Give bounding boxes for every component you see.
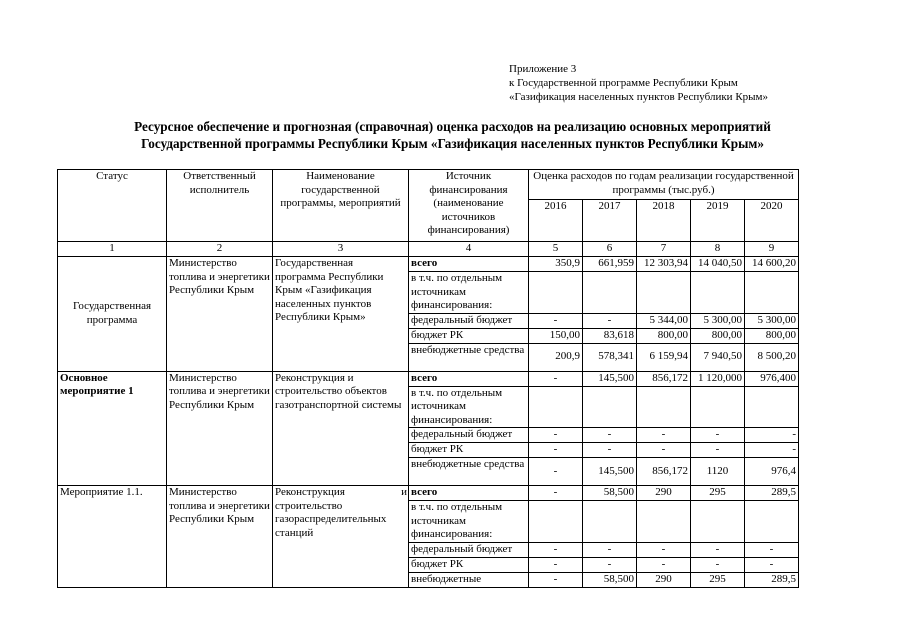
value-cell: - [637, 428, 691, 443]
value-cell: - [745, 428, 799, 443]
value-cell [745, 501, 799, 543]
header-estimate: Оценка расходов по годам реализации государственной программы (тыс.руб.) [529, 170, 799, 200]
table-row [58, 257, 799, 272]
status-cell: Основное мероприятие 1 [58, 371, 167, 486]
value-cell [691, 272, 745, 314]
value-cell: 83,618 [583, 328, 637, 343]
value-cell: 150,00 [529, 328, 583, 343]
header-status: Статус [58, 170, 167, 242]
value-cell: - [583, 542, 637, 557]
value-cell: 856,172 [637, 371, 691, 386]
source-cell: в т.ч. по отдельным источникам финансирования: [409, 386, 529, 428]
value-cell: 1120 [691, 458, 745, 486]
column-number: 5 [529, 242, 583, 257]
value-cell: - [691, 542, 745, 557]
appendix-line-1: Приложение 3 [509, 63, 577, 75]
title-line-1: Ресурсное обеспечение и прогнозная (справочная) оценка расходов на реализацию основных мероприятий [134, 119, 771, 134]
value-cell: - [529, 557, 583, 572]
document-title [40, 118, 865, 152]
value-cell: 145,500 [583, 371, 637, 386]
value-cell [691, 501, 745, 543]
column-number: 9 [745, 242, 799, 257]
header-year: 2016 [529, 200, 583, 242]
source-cell: федеральный бюджет [409, 313, 529, 328]
appendix-note [509, 62, 768, 104]
header-year: 2017 [583, 200, 637, 242]
value-cell [529, 386, 583, 428]
value-cell: - [529, 458, 583, 486]
section-main-activity-1 [58, 371, 799, 486]
section-state-program [58, 257, 799, 372]
value-cell: - [583, 428, 637, 443]
value-cell: 976,400 [745, 371, 799, 386]
value-cell: 6 159,94 [637, 343, 691, 371]
value-cell: 661,959 [583, 257, 637, 272]
value-cell: 295 [691, 486, 745, 501]
value-cell: 8 500,20 [745, 343, 799, 371]
appendix-line-2: к Государственной программе Республики Крым [509, 77, 738, 89]
executor-cell: Министерство топлива и энергетики Республики Крым [167, 371, 273, 486]
value-cell: 290 [637, 486, 691, 501]
value-cell: - [583, 313, 637, 328]
column-number: 7 [637, 242, 691, 257]
source-cell: федеральный бюджет [409, 428, 529, 443]
value-cell: 290 [637, 572, 691, 587]
value-cell: - [691, 428, 745, 443]
source-cell: всего [409, 371, 529, 386]
source-cell: внебюджетные средства [409, 458, 529, 486]
source-cell: внебюджетные [409, 572, 529, 587]
program-name-cell: Реконструкция и строительство объектов газотранспортной системы [273, 371, 409, 486]
value-cell [529, 272, 583, 314]
value-cell: 1 120,000 [691, 371, 745, 386]
source-cell: всего [409, 257, 529, 272]
value-cell [583, 501, 637, 543]
column-number: 8 [691, 242, 745, 257]
value-cell: 856,172 [637, 458, 691, 486]
value-cell: 800,00 [745, 328, 799, 343]
column-number: 2 [167, 242, 273, 257]
value-cell [637, 501, 691, 543]
source-cell: всего [409, 486, 529, 501]
executor-cell: Министерство топлива и энергетики Республики Крым [167, 257, 273, 372]
appendix-line-3: «Газификация населенных пунктов Республики Крым» [509, 91, 769, 103]
status-cell: Государственная программа [58, 257, 167, 372]
executor-cell: Министерство топлива и энергетики Республики Крым [167, 486, 273, 588]
value-cell: 145,500 [583, 458, 637, 486]
value-cell: 295 [691, 572, 745, 587]
value-cell: 14 600,20 [745, 257, 799, 272]
source-cell: в т.ч. по отдельным источникам финансирования: [409, 501, 529, 543]
column-number: 4 [409, 242, 529, 257]
value-cell: 289,5 [745, 572, 799, 587]
source-cell: бюджет РК [409, 557, 529, 572]
value-cell [745, 386, 799, 428]
value-cell: 58,500 [583, 486, 637, 501]
title-line-2: Государственной программы Республики Крым «Газификация населенных пунктов Республики Крым» [141, 136, 764, 151]
header-program-name: Наименование государственной программы, мероприятий [273, 170, 409, 242]
source-cell: федеральный бюджет [409, 542, 529, 557]
resource-table [57, 169, 799, 588]
value-cell: - [691, 443, 745, 458]
status-cell: Мероприятие 1.1. [58, 486, 167, 588]
program-name-text: Реконструкция строительство газораспределительных станций [275, 486, 387, 539]
value-cell [637, 272, 691, 314]
value-cell [637, 386, 691, 428]
value-cell: 5 344,00 [637, 313, 691, 328]
program-name-suffix: и [401, 486, 407, 498]
value-cell: - [745, 557, 799, 572]
source-cell: бюджет РК [409, 328, 529, 343]
value-cell [583, 386, 637, 428]
column-number: 1 [58, 242, 167, 257]
value-cell: 5 300,00 [691, 313, 745, 328]
header-year: 2018 [637, 200, 691, 242]
column-numbers-row [58, 242, 799, 257]
value-cell: 578,341 [583, 343, 637, 371]
value-cell: 14 040,50 [691, 257, 745, 272]
value-cell: 976,4 [745, 458, 799, 486]
table-row [58, 486, 799, 501]
header-year: 2020 [745, 200, 799, 242]
table-header [58, 170, 799, 257]
value-cell: - [529, 371, 583, 386]
section-activity-1-1 [58, 486, 799, 588]
value-cell: - [745, 542, 799, 557]
source-cell: бюджет РК [409, 443, 529, 458]
value-cell: - [583, 443, 637, 458]
program-name-cell [273, 486, 409, 588]
value-cell: - [529, 486, 583, 501]
value-cell [529, 501, 583, 543]
value-cell: - [529, 313, 583, 328]
value-cell: - [745, 443, 799, 458]
value-cell: - [529, 572, 583, 587]
table-row [58, 371, 799, 386]
column-number: 3 [273, 242, 409, 257]
value-cell: 58,500 [583, 572, 637, 587]
header-source: Источник финансирования (наименование источников финансирования) [409, 170, 529, 242]
source-cell: в т.ч. по отдельным источникам финансирования: [409, 272, 529, 314]
value-cell: 5 300,00 [745, 313, 799, 328]
value-cell [583, 272, 637, 314]
value-cell: - [529, 443, 583, 458]
value-cell: 800,00 [691, 328, 745, 343]
column-number: 6 [583, 242, 637, 257]
value-cell: - [637, 443, 691, 458]
value-cell: 350,9 [529, 257, 583, 272]
value-cell [691, 386, 745, 428]
value-cell: 7 940,50 [691, 343, 745, 371]
value-cell: 800,00 [637, 328, 691, 343]
value-cell: - [691, 557, 745, 572]
header-year: 2019 [691, 200, 745, 242]
value-cell: - [529, 428, 583, 443]
value-cell: - [637, 542, 691, 557]
header-executor: Ответственный исполнитель [167, 170, 273, 242]
value-cell: 12 303,94 [637, 257, 691, 272]
value-cell: 200,9 [529, 343, 583, 371]
value-cell: 289,5 [745, 486, 799, 501]
value-cell [745, 272, 799, 314]
value-cell: - [637, 557, 691, 572]
program-name-cell: Государственная программа Республики Крым «Газификация населенных пунктов Республики Крым» [273, 257, 409, 372]
value-cell: - [529, 542, 583, 557]
value-cell: - [583, 557, 637, 572]
source-cell: внебюджетные средства [409, 343, 529, 371]
